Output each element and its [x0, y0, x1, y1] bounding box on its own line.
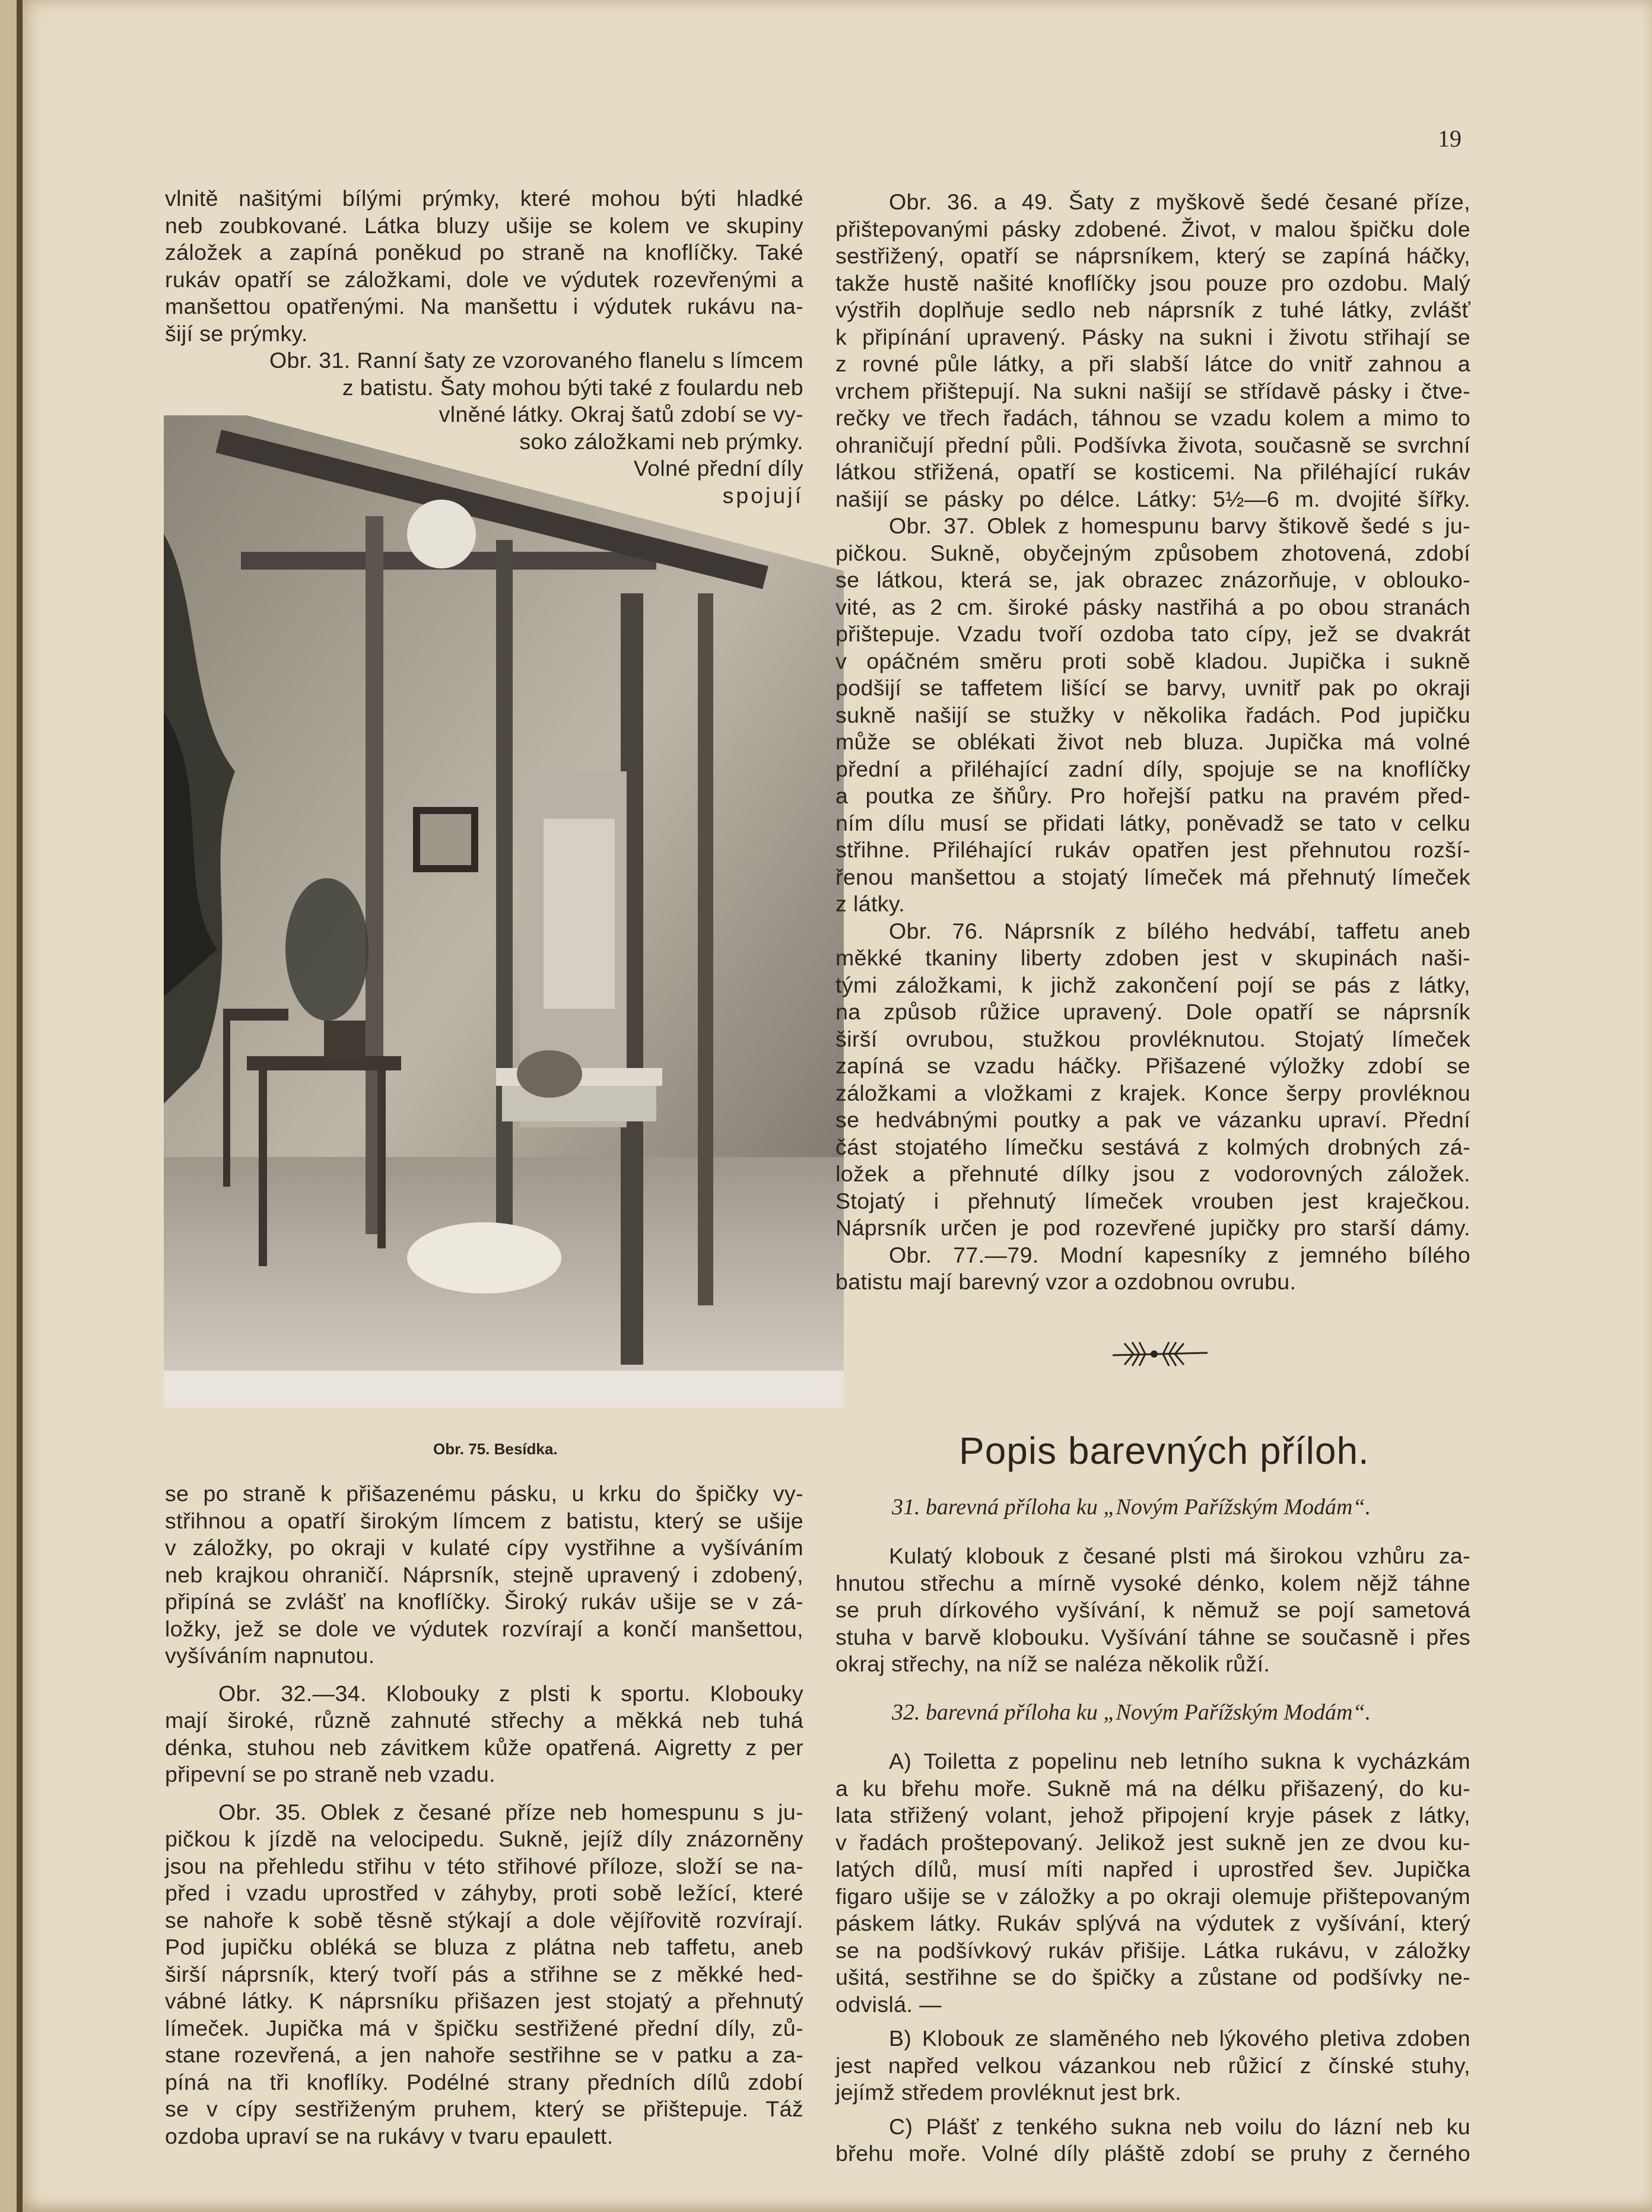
text-line: šijí se prýmky.	[165, 320, 308, 346]
text-line: ohraničují přední půli. Podšívka života, současně se svrchní	[835, 432, 1470, 457]
photo-caption: Obr. 75. Besídka.	[433, 1440, 558, 1458]
text-line: A) Toiletta z popelinu neb letního sukna k vycházkám	[889, 1749, 1470, 1774]
text-line: řenou manšettou a stojatý límeček má přehnutý límeček	[835, 864, 1470, 889]
text-line: soko záložkami neb prýmky.	[519, 428, 803, 454]
text-line: vlněné látky. Okraj šatů zdobí se vy-	[439, 402, 803, 427]
text-line: Pod jupičku obléká se bluza z plátna neb taffetu, aneb	[165, 1934, 803, 1959]
text-line: a ku břehu moře. Sukně má na délku přišazený, do ku-	[835, 1775, 1470, 1801]
subheading-32: 32. barevná příloha ku „Novým Pařížským Modám“.	[892, 1700, 1371, 1725]
text-line: sukně našijí se stužky v několika řadách. Pod jupičku	[835, 702, 1470, 727]
text-line: břehu moře. Volné díly pláště zdobí se pruhy z černého	[835, 2141, 1470, 2166]
text-line: Obr. 36. a 49. Šaty z myškově šedé česané příze,	[889, 189, 1470, 214]
text-line: figaro ušije se v záložky a po okraji olemuje přištepovaným	[835, 1883, 1470, 1909]
text-line: střihne. Přiléhající rukáv opatřen jest přehnutou rozší-	[835, 837, 1470, 862]
text-line: Obr. 37. Oblek z homespunu barvy štikově šedé s ju-	[889, 513, 1470, 538]
text-line: ním dílu musí se přidati látky, poněvadž se tato v celku	[835, 810, 1470, 835]
text-line: se na podšívkový rukáv přišije. Látka rukávu, v záložky	[835, 1937, 1470, 1963]
text-line: límeček. Jupička má v špičku sestřižené přední díly, zů-	[165, 2015, 803, 2041]
text-line: lata střižený volant, jehož připojení kryje pásek z látky,	[835, 1803, 1470, 1828]
text-line: páskem látky. Rukáv splývá na výdutek z vyšívání, který	[835, 1911, 1470, 1936]
text-line: Obr. 35. Oblek z česané příze neb homespunu s ju-	[218, 1799, 803, 1825]
text-line: se nahoře k sobě těsně stýkají a dole vějířovitě rozvírají.	[165, 1907, 803, 1933]
text-line: na způsob růžice upravený. Dole opatří se náprsník	[835, 999, 1470, 1024]
text-line: v záložky, po okraji v kulaté cípy vystřihne a vyšíváním	[165, 1535, 803, 1560]
right-column-lower-b	[835, 1748, 1470, 2167]
text-line: mají široké, různě zahnuté střechy a měkká neb tuhá	[165, 1708, 803, 1733]
text-line: připevní se po straně neb vzadu.	[165, 1762, 495, 1787]
text-line: hnutou střechu a mírně vysoké dénko, kolem nějž táhne	[835, 1570, 1470, 1596]
text-line: se v cípy sestřiženým pruhem, který se přištepuje. Táž	[165, 2096, 803, 2121]
text-line: podšijí se taffetem lišící se barvy, uvnitř pak po okraji	[835, 675, 1470, 700]
text-line: ozdoba upraví se na rukávy v tvaru epaulett.	[165, 2123, 614, 2149]
text-line: výstřih doplňuje sedlo neb náprsník z tuhé látky, zvlášť	[835, 297, 1470, 322]
paragraph-gap	[165, 1670, 803, 1680]
text-line: širší náprsník, který tvoří pás a střihne se z měkké hed-	[165, 1961, 803, 1987]
text-line: může se oblékati život neb bluza. Jupička má volné	[835, 729, 1470, 754]
right-column-lower-a	[835, 1543, 1470, 1678]
text-line: vlnitě našitými bílými prýmky, které mohou býti hladké	[165, 186, 803, 211]
text-line: k připínání upravený. Pásky na sukni i životu střihají se	[835, 324, 1470, 349]
text-line: vité, as 2 cm. široké pásky nastřihá a po obou stranách	[835, 594, 1470, 619]
text-line: ušitá, sestřihne se do špičky a zůstane od podšívky ne-	[835, 1965, 1470, 1989]
text-line: jest napřed velkou vázankou neb růžicí z čínské stuhy,	[835, 2052, 1470, 2078]
paragraph-gap	[165, 1788, 803, 1799]
text-line: odvislá. —	[835, 1991, 942, 2017]
text-line: Kulatý klobouk z česané plsti má širokou vzhůru za-	[889, 1543, 1470, 1568]
text-line: neb krajkou ohraničí. Náprsník, stejně upravený i zdobený,	[165, 1562, 803, 1587]
text-line: našijí se pásky po délce. Látky: 5½—6 m. dvojité šířky.	[835, 486, 1470, 511]
text-line: se po straně k přišazenému pásku, u krku do špičky vy-	[165, 1481, 803, 1506]
text-line: batistu mají barevný vzor a ozdobnou ovrubu.	[835, 1269, 1297, 1294]
text-line: C) Plášť z tenkého sukna neb voilu do lázní neb ku	[889, 2114, 1470, 2139]
text-line: se látkou, která se, jak obrazec znázorňuje, v oblouko-	[835, 567, 1470, 592]
text-line: před i vzadu uprostřed v záhyby, proti sobě ležící, které	[165, 1880, 803, 1905]
left-column-bottom	[165, 1480, 803, 2150]
text-line: část stojatého límečku sestává z kolmých drobných zá-	[835, 1134, 1470, 1159]
text-line: tými záložkami, k jichž zakončení pojí se pás z látky,	[835, 972, 1470, 997]
text-line: Obr. 76. Náprsník z bílého hedvábí, taffetu aneb	[889, 918, 1470, 943]
paragraph-gap	[835, 2106, 1470, 2114]
fleuron-ornament-icon	[1110, 1336, 1211, 1372]
text-line: dénka, stuhou neb závitkem kůže opatřená. Aigretty z per	[165, 1734, 803, 1760]
text-line: se hedvábnými poutky a pak ve vázanku upraví. Přední	[835, 1107, 1470, 1132]
left-column-top	[165, 185, 803, 347]
text-line: ložky, jež se dole ve výdutek rozvírají a končí manšettou,	[165, 1616, 803, 1641]
text-line: spojují	[722, 482, 803, 508]
subheading-31: 31. barevná příloha ku „Novým Pařížským Modám“.	[892, 1495, 1371, 1520]
right-column-top	[835, 189, 1470, 1296]
text-line: sestřižený, opatří se náprsníkem, který se zapíná háčky,	[835, 243, 1470, 268]
text-line: v řadách proštepovaný. Jelikož jest sukně jen ze dvou ku-	[835, 1829, 1470, 1855]
text-line: jejímž středem provléknut jest brk.	[835, 2080, 1181, 2105]
text-line: B) Klobouk ze slaměného neb lýkového pletiva zdoben	[889, 2026, 1470, 2051]
text-line: látkou střižená, opatří se kosticemi. Na přiléhající rukáv	[835, 459, 1470, 484]
page-number: 19	[1438, 125, 1462, 152]
text-line: Stojatý i přehnutý límeček vrouben jest kraječkou.	[835, 1188, 1470, 1213]
text-line: neb zoubkované. Látka bluzy ušije se kolem ve skupiny	[165, 212, 803, 238]
text-line: takže hustě našité knoflíčky jsou pouze pro ozdobu. Malý	[835, 270, 1470, 295]
text-line: stane rozevřená, a jen nahoře sestřihne se v patku a za-	[165, 2042, 803, 2067]
text-line: vrchem přištepují. Na sukni našijí se střídavě pásky i čtve-	[835, 378, 1470, 403]
text-line: píná na tři knoflíky. Podélné strany předních dílů zdobí	[165, 2069, 803, 2095]
text-line: širší ovrubou, stužkou provléknutou. Stojatý límeček	[835, 1026, 1470, 1051]
text-line: připíná se zvlášť na knoflíčky. Široký rukáv ušije se v zá-	[165, 1589, 803, 1614]
book-spine-edge	[17, 0, 23, 2212]
photo-besidka	[164, 415, 844, 1407]
text-line: jsou na přehledu střihu v této střihové příloze, složí se na-	[165, 1853, 803, 1879]
text-line: záložek a zapíná poněkud po straně na knoflíčky. Také	[165, 240, 803, 265]
text-line: měkké tkaniny liberty zdoben jest v skupinách naši-	[835, 945, 1470, 970]
text-line: z látky.	[835, 891, 906, 916]
text-line: vábné látky. K náprsníku přišazen jest stojatý a přehnutý	[165, 1988, 803, 2013]
text-line: okraj střechy, na níž se naléza několik růží.	[835, 1651, 1270, 1676]
text-line: pičkou. Sukně, obyčejným způsobem zhotovená, zdobí	[835, 540, 1470, 565]
text-line: v opáčném směru proti sobě kladou. Jupička i sukně	[835, 648, 1470, 673]
text-line: vyšíváním napnutou.	[165, 1643, 375, 1668]
text-line: Obr. 32.—34. Klobouky z plsti k sportu. Klobouky	[218, 1680, 803, 1706]
text-line: přední a přiléhající zadní díly, spojuje se na knoflíčky	[835, 756, 1470, 781]
text-line: zapíná se vzadu háčky. Přišazené výložky zdobí se	[835, 1053, 1470, 1078]
text-line: stuha v barvě klobouku. Vyšívání táhne se současně i přes	[835, 1624, 1470, 1650]
text-line: z batistu. Šaty mohou býti také z foulardu neb	[342, 374, 803, 400]
text-line: rukáv opatří se záložkami, dole ve výdutek rozevřenými a	[165, 266, 803, 292]
text-line: přištepovanými pásky zdobené. Život, v malou špičku dole	[835, 216, 1470, 241]
text-line: a poutka ze šňůry. Pro hořejší patku na pravém před-	[835, 783, 1470, 808]
text-line: Obr. 77.—79. Modní kapesníky z jemného bílého	[889, 1242, 1470, 1267]
paragraph-gap	[835, 2018, 1470, 2025]
text-line: pičkou k jízdě na velocipedu. Sukně, jejíž díly znázorněny	[165, 1826, 803, 1851]
text-line: ložek a přehnuté dílky jsou z vodorovných záložek.	[835, 1161, 1470, 1186]
section-heading: Popis barevných příloh.	[959, 1429, 1370, 1472]
text-line: Volné přední díly	[633, 456, 803, 481]
text-line: se pruh dírkového vyšívání, k němuž se pojí sametová	[835, 1597, 1470, 1622]
text-line: z rovné půle látky, a při slabší látce do vnitř zahnou a	[835, 351, 1470, 376]
text-line: latých dílů, musí míti napřed i uprostřed šev. Jupička	[835, 1857, 1470, 1882]
text-line: Náprsník určen je pod rozevřené jupičky pro starší dámy.	[835, 1215, 1470, 1240]
text-line: Obr. 31. Ranní šaty ze vzorovaného flanelu s límcem	[269, 348, 803, 373]
text-line: záložkami a vložkami z krajek. Konce šerpy provléknou	[835, 1080, 1470, 1105]
text-line: manšettou opatřenými. Na manšettu i výdutek rukávu na-	[165, 294, 803, 319]
text-line: rečky ve třech řadách, táhnou se vzadu kolem a mimo to	[835, 405, 1470, 430]
page	[17, 0, 1652, 2212]
text-line: přištepuje. Vzadu tvoří ozdoba tato cípy, jež se dvakrát	[835, 621, 1470, 646]
text-line: střihnou a opatří širokým límcem z batistu, který se ušije	[165, 1508, 803, 1533]
